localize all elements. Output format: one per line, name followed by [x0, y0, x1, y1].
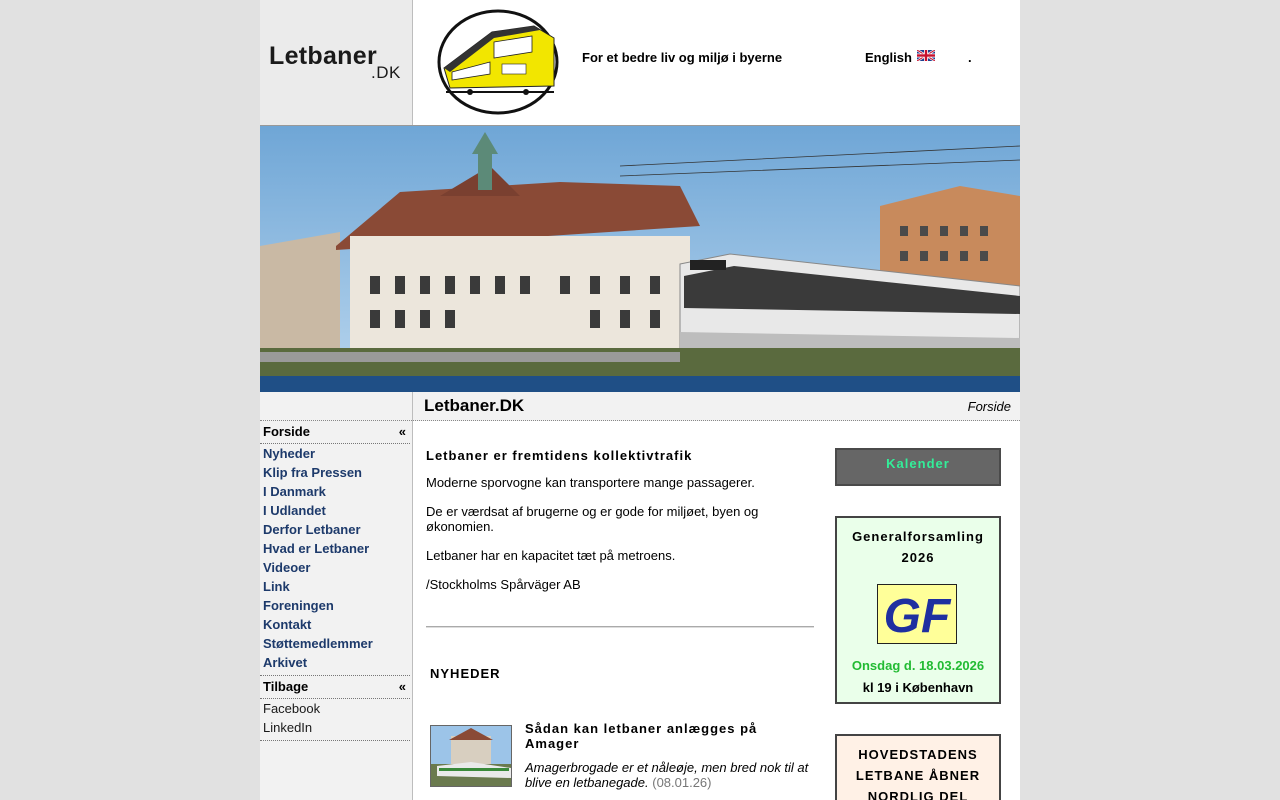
nav-item-foreningen[interactable]: Foreningen	[263, 598, 334, 613]
nav-item-arkivet[interactable]: Arkivet	[263, 655, 308, 670]
calendar-box[interactable]	[835, 448, 1001, 486]
nav-item-derfor-letbaner[interactable]: Derfor Letbaner	[263, 522, 361, 537]
intro-paragraph-2: De er værdsat af brugerne og er gode for miljøet, byen og økonomien.	[426, 504, 759, 534]
uk-flag-icon[interactable]	[917, 50, 935, 61]
logo-text: Letbaner	[269, 42, 377, 70]
tagline: For et bedre liv og miljø i byerne	[582, 50, 783, 65]
nav-item-link[interactable]: Link	[263, 579, 290, 594]
nav-item-facebook[interactable]: Facebook	[263, 701, 321, 716]
header-dot: .	[968, 50, 972, 65]
page	[260, 0, 1020, 800]
title-bar	[413, 392, 1020, 421]
quote-source: /Stockholms Spårväger AB	[426, 577, 581, 592]
nav-head-mark: «	[398, 424, 406, 439]
main-heading: Letbaner er fremtidens kollektivtrafik	[426, 448, 693, 463]
news-item-title[interactable]: Sådan kan letbaner anlægges på Amager	[525, 721, 758, 751]
news-item-text: Amagerbrogade er et nåleøje, men bred nok til at blive en letbanegade.	[525, 760, 809, 790]
news-item-desc	[525, 760, 810, 790]
gf-date: Onsdag d. 18.03.2026	[851, 658, 985, 673]
main-content	[426, 448, 814, 606]
calendar-label: Kalender	[886, 456, 950, 471]
nav-head-label: Forside	[263, 424, 310, 439]
nav-item-i-udlandet[interactable]: I Udlandet	[263, 503, 326, 518]
nav-back-mark: «	[398, 679, 406, 694]
nav-item-stottemedlemmer[interactable]: Støttemedlemmer	[263, 636, 373, 651]
logo-suffix: .DK	[371, 63, 401, 82]
gf-logo-icon	[877, 584, 957, 644]
hov-title: HOVEDSTADENS LETBANE ÅBNER NORDLIG DEL	[855, 747, 981, 800]
nav-item-linkedin[interactable]: LinkedIn	[263, 720, 313, 735]
hovedstaden-box[interactable]	[835, 734, 1001, 800]
nav-head-tilbage[interactable]	[260, 676, 410, 699]
banner-tram-photo	[260, 126, 1020, 392]
sidebar-top	[260, 392, 412, 421]
nav-divider-bottom	[260, 737, 410, 741]
nav-item-kontakt[interactable]: Kontakt	[263, 617, 312, 632]
nav-item-videoer[interactable]: Videoer	[263, 560, 311, 575]
nav-item-i-danmark[interactable]: I Danmark	[263, 484, 326, 499]
news-heading: NYHEDER	[430, 666, 501, 681]
breadcrumb: Forside	[967, 399, 1011, 414]
english-link[interactable]: English	[865, 50, 912, 65]
nav-item-hvad-er-letbaner[interactable]: Hvad er Letbaner	[263, 541, 370, 556]
gf-logo-text: GF	[883, 590, 951, 643]
intro-paragraph-3: Letbaner har en kapacitet tæt på metroens.	[426, 548, 676, 563]
page-title: Letbaner.DK	[424, 396, 525, 415]
news-item-date: (08.01.26)	[652, 775, 712, 790]
gf-title: Generalforsamling 2026	[852, 529, 984, 565]
content-divider	[426, 626, 814, 628]
sidebar-nav	[260, 421, 410, 741]
nav-item-nyheder[interactable]: Nyheder	[263, 446, 316, 461]
news-thumbnail[interactable]	[430, 725, 512, 787]
nav-back-label: Tilbage	[263, 679, 309, 694]
nav-item-klip-fra-pressen[interactable]: Klip fra Pressen	[263, 465, 362, 480]
general-assembly-box[interactable]	[835, 516, 1001, 704]
tram-logo-icon	[436, 8, 560, 116]
site-logo[interactable]	[260, 0, 413, 126]
gf-time: kl 19 i København	[862, 680, 974, 695]
intro-paragraph-1: Moderne sporvogne kan transportere mange passagerer.	[426, 475, 755, 490]
nav-head-forside[interactable]	[260, 421, 410, 444]
